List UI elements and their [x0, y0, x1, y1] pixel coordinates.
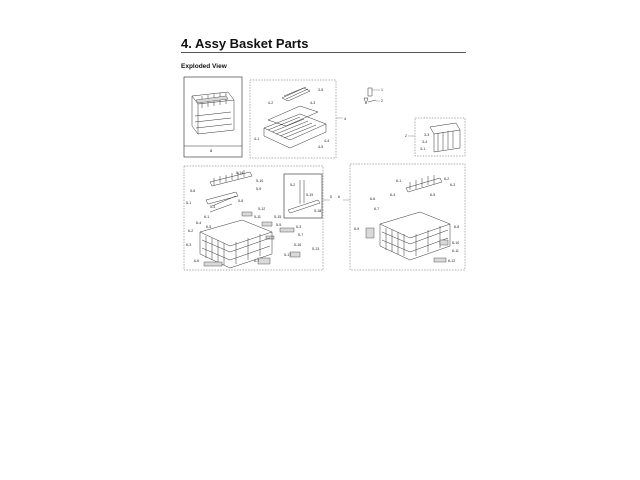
callout-label: 6-9: [354, 227, 360, 231]
callout-label: 6-2: [188, 229, 194, 233]
callout-label: 6-3: [450, 183, 456, 187]
callout-labels: [186, 88, 459, 263]
assembled-basket-inset: [184, 77, 242, 157]
callout-label: 3-1: [420, 147, 426, 151]
callout-label: 5-14: [236, 171, 244, 175]
upper-basket-group: [250, 80, 343, 158]
callout-label: 6-2: [444, 177, 450, 181]
callout-label: 5-15: [274, 215, 282, 219]
section-subtitle: Exploded View: [181, 63, 227, 70]
callout-label: 5-7: [298, 233, 304, 237]
callout-label: 5-9: [256, 187, 262, 191]
callout-label: 6-5: [430, 193, 436, 197]
callout-label: 3-4: [422, 140, 428, 144]
cutlery-basket-group: [408, 118, 465, 156]
callout-label: 1: [381, 88, 383, 92]
callout-label: 2: [405, 134, 407, 138]
callout-label: 6-4: [196, 221, 202, 225]
callout-label: 2: [381, 99, 383, 103]
callout-label: 5-3: [296, 225, 302, 229]
callout-label: 5-6: [190, 189, 196, 193]
callout-label: 3-3: [424, 133, 430, 137]
page-title: 4. Assy Basket Parts: [181, 36, 309, 51]
callout-label: 4-1: [254, 137, 260, 141]
callout-label: 6: [338, 195, 340, 199]
callout-label: 5-2: [290, 183, 296, 187]
callout-label: 5-17: [284, 253, 292, 257]
small-fasteners: [364, 88, 380, 104]
callout-label: 6-6: [194, 259, 200, 263]
callout-label: 6-5: [206, 225, 212, 229]
callout-label: 6-1: [204, 215, 210, 219]
callout-label: 5-1: [186, 201, 192, 205]
callout-label: 5-4: [210, 205, 216, 209]
callout-label: 4-3: [310, 101, 316, 105]
callout-label: 6-1: [396, 179, 402, 183]
callout-label: 6-4: [390, 193, 396, 197]
callout-label: 3-5: [318, 88, 324, 92]
callout-label: 4-4: [324, 139, 330, 143]
callout-label: 6-7: [374, 207, 380, 211]
callout-label: 5-5: [276, 223, 282, 227]
callout-label: 4-5: [318, 145, 324, 149]
inset-caption: 8: [210, 148, 213, 153]
callout-label: 5-13: [312, 247, 320, 251]
callout-label: 6-11: [452, 249, 459, 253]
callout-label: 6-10: [452, 241, 460, 245]
callout-label: 5-18: [314, 209, 322, 213]
callout-label: 5: [330, 195, 332, 199]
callout-label: 6-6: [370, 197, 376, 201]
callout-label: 6-3: [186, 243, 192, 247]
callout-label: 5-19: [306, 193, 314, 197]
callout-label: 4-2: [268, 101, 274, 105]
callout-label: 6-12: [448, 259, 456, 263]
callout-label: 5-10: [256, 179, 264, 183]
callout-label: 6-8: [454, 225, 460, 229]
inset-basket-illustration: [192, 92, 234, 134]
callout-label: 6-7: [254, 259, 260, 263]
callout-label: 5-12: [258, 207, 266, 211]
callout-label: 5-11: [254, 215, 261, 219]
callout-label: 5-8: [238, 199, 244, 203]
callout-label: 5-16: [294, 243, 302, 247]
callout-label: 4: [344, 117, 346, 121]
